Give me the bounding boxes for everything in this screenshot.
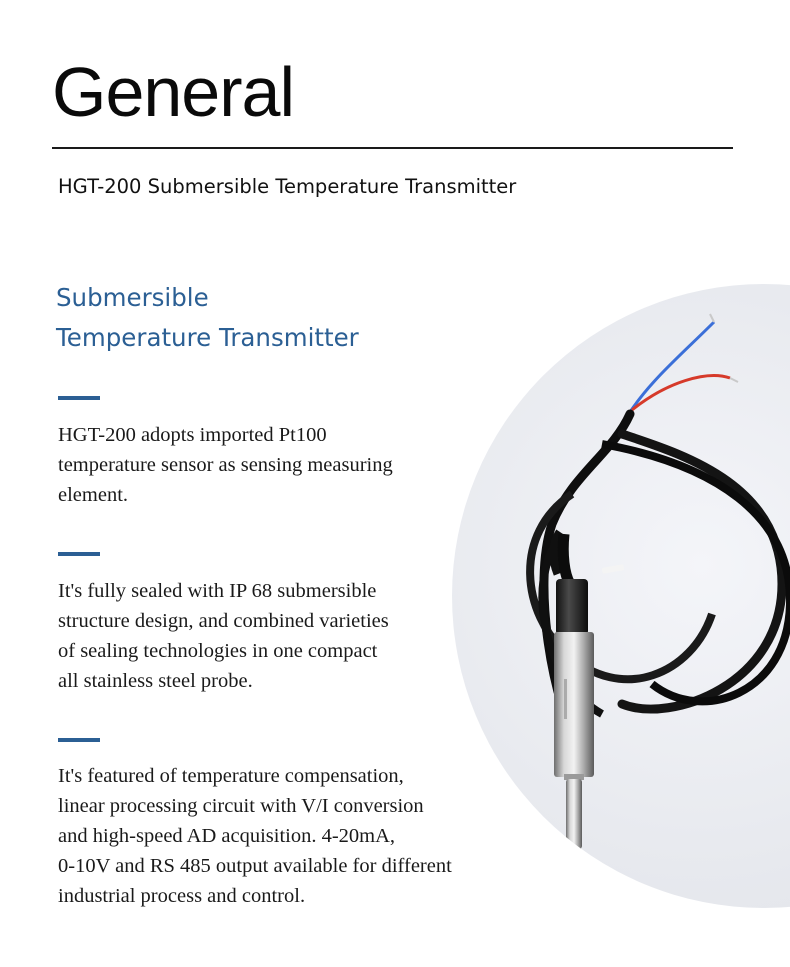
paragraph-line: industrial process and control. [58,885,306,907]
section-heading [56,278,359,358]
section-heading-line-1: Submersible [56,283,209,312]
paragraph-features [58,761,452,911]
probe-illustration [452,284,790,908]
paragraph-line: 0-10V and RS 485 output available for different [58,855,452,877]
product-photo [452,284,790,908]
section-heading-line-2: Temperature Transmitter [56,323,359,352]
page-title: General [52,53,295,131]
paragraph-line: It's fully sealed with IP 68 submersible [58,580,377,602]
paragraph-line: element. [58,484,129,506]
paragraph-line: temperature sensor as sensing measuring [58,454,393,476]
accent-bar-2 [58,552,100,556]
paragraph-line: structure design, and combined varieties [58,610,389,632]
paragraph-sensor [58,420,393,510]
paragraph-line: linear processing circuit with V/I conversion [58,795,424,817]
paragraph-sealing [58,576,389,696]
paragraph-line: of sealing technologies in one compact [58,640,378,662]
accent-bar-3 [58,738,100,742]
paragraph-line: and high-speed AD acquisition. 4-20mA, [58,825,396,847]
product-subtitle: HGT-200 Submersible Temperature Transmitter [58,175,517,198]
paragraph-line: It's featured of temperature compensation, [58,765,404,787]
accent-bar-1 [58,396,100,400]
title-divider [52,147,733,149]
paragraph-line: all stainless steel probe. [58,670,253,692]
paragraph-line: HGT-200 adopts imported Pt100 [58,424,327,446]
